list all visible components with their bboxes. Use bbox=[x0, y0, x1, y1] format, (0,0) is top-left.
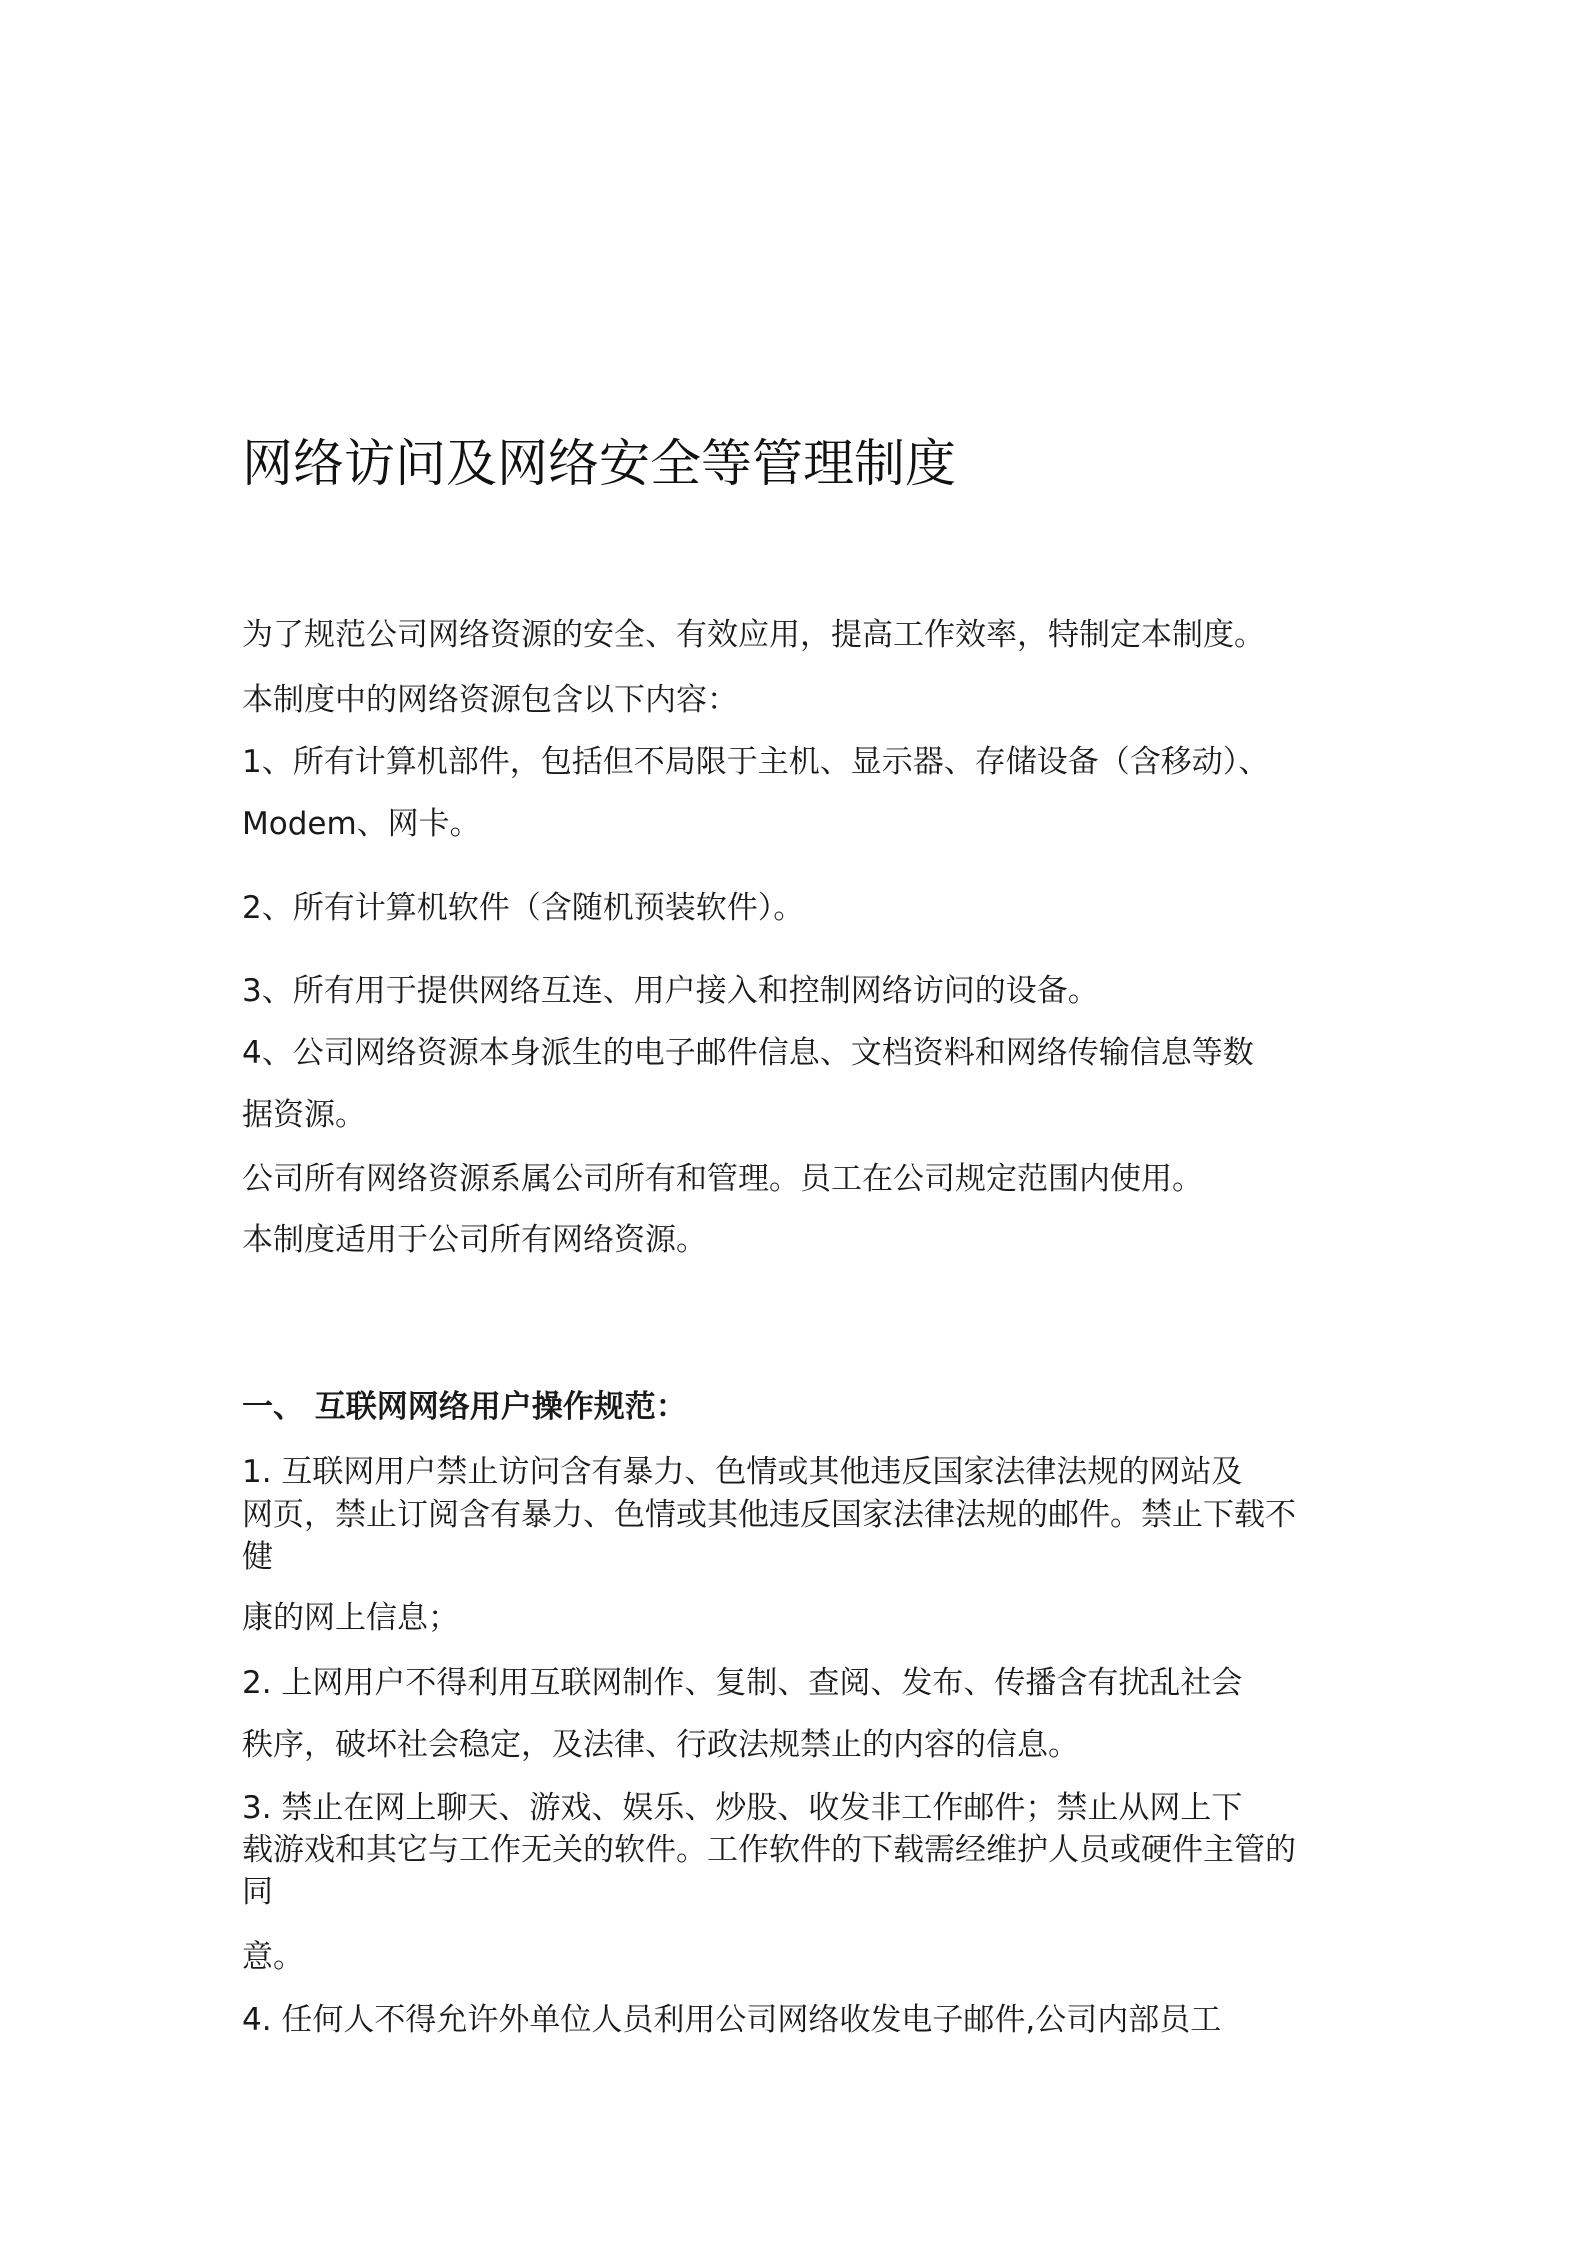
rule-line: 4. 任何人不得允许外单位人员利用公司网络收发电子邮件,公司内部员工 bbox=[242, 2002, 1222, 2038]
intro-line: 2、所有计算机软件（含随机预装软件）。 bbox=[242, 890, 805, 926]
intro-line: 本制度中的网络资源包含以下内容： bbox=[242, 682, 738, 718]
rule-line: 3. 禁止在网上聊天、游戏、娱乐、炒股、收发非工作邮件；禁止从网上下 bbox=[242, 1790, 1243, 1826]
section-heading: 一、 互联网网络用户操作规范： bbox=[242, 1389, 687, 1425]
intro-line: Modem、网卡。 bbox=[242, 806, 481, 842]
document-title: 网络访问及网络安全等管理制度 bbox=[242, 435, 957, 494]
rule-line: 1. 互联网用户禁止访问含有暴力、色情或其他违反国家法律法规的网站及 bbox=[242, 1454, 1243, 1490]
intro-line: 公司所有网络资源系属公司所有和管理。员工在公司规定范围内使用。 bbox=[242, 1161, 1203, 1197]
rule-line: 意。 bbox=[242, 1939, 304, 1975]
rule-line: 健 bbox=[242, 1539, 273, 1575]
intro-line: 3、所有用于提供网络互连、用户接入和控制网络访问的设备。 bbox=[242, 973, 1099, 1009]
rule-line: 载游戏和其它与工作无关的软件。工作软件的下载需经维护人员或硬件主管的 bbox=[242, 1832, 1296, 1868]
rule-line: 网页，禁止订阅含有暴力、色情或其他违反国家法律法规的邮件。禁止下载不 bbox=[242, 1497, 1296, 1533]
intro-line: 为了规范公司网络资源的安全、有效应用，提高工作效率，特制定本制度。 bbox=[242, 617, 1265, 653]
intro-line: 1、所有计算机部件，包括但不局限于主机、显示器、存储设备（含移动）、 bbox=[242, 744, 1270, 780]
intro-line: 本制度适用于公司所有网络资源。 bbox=[242, 1222, 707, 1258]
rule-line: 2. 上网用户不得利用互联网制作、复制、查阅、发布、传播含有扰乱社会 bbox=[242, 1665, 1243, 1701]
intro-line: 4、公司网络资源本身派生的电子邮件信息、文档资料和网络传输信息等数 bbox=[242, 1035, 1254, 1071]
intro-line: 据资源。 bbox=[242, 1097, 366, 1133]
rule-line: 秩序，破坏社会稳定，及法律、行政法规禁止的内容的信息。 bbox=[242, 1727, 1079, 1763]
rule-line: 康的网上信息； bbox=[242, 1600, 459, 1636]
rule-line: 同 bbox=[242, 1874, 273, 1910]
